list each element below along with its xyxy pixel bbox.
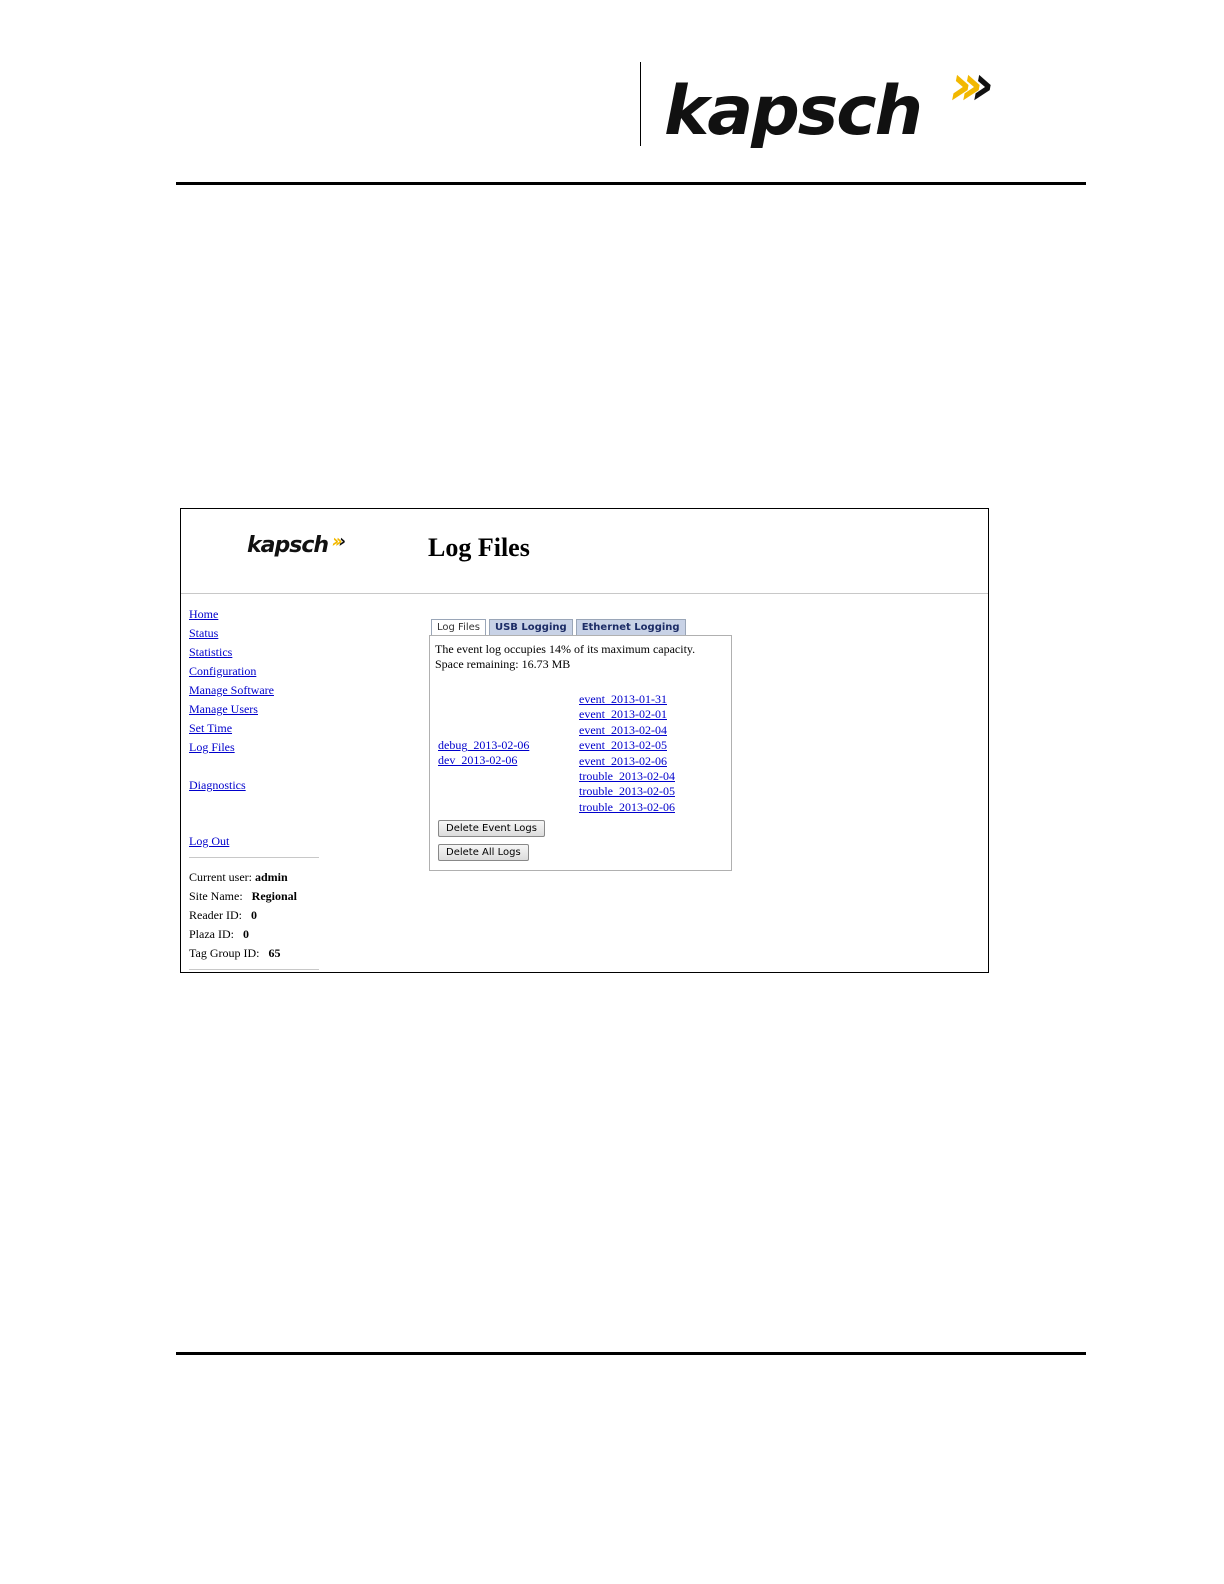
file-link-trouble[interactable]: trouble_2013-02-06 <box>579 799 675 814</box>
nav-link-home[interactable]: Home <box>189 607 219 621</box>
file-link-event[interactable]: event_2013-01-31 <box>579 692 667 706</box>
log-files-screenshot <box>180 508 989 973</box>
info-separator <box>189 969 319 970</box>
session-info: Current user: admin Site Name: Regional Reader ID: 0 Plaza ID: 0 Tag Group ID: 65 <box>189 870 297 960</box>
nav-link-log-out[interactable]: Log Out <box>189 834 230 848</box>
log-tabs <box>431 619 686 636</box>
nav-link-diagnostics[interactable]: Diagnostics <box>189 778 246 792</box>
file-link-event[interactable]: event_2013-02-01 <box>579 707 667 722</box>
log-files-panel <box>429 635 732 871</box>
reader-id-value: 0 <box>250 908 257 922</box>
nav-link-manage-software[interactable]: Manage Software <box>189 683 274 697</box>
file-link-trouble[interactable]: trouble_2013-02-05 <box>579 784 675 799</box>
app-header <box>181 509 988 594</box>
nav-link-statistics[interactable]: Statistics <box>189 645 233 659</box>
tab-ethernet-logging[interactable]: Ethernet Logging <box>576 619 686 636</box>
tab-log-files[interactable]: Log Files <box>431 619 486 636</box>
page-title: Log Files <box>428 533 530 562</box>
file-link-trouble[interactable]: trouble_2013-02-04 <box>579 769 675 784</box>
delete-all-logs-button[interactable]: Delete All Logs <box>438 844 529 861</box>
file-link-event[interactable]: event_2013-02-06 <box>579 753 667 768</box>
space-remaining-text: Space remaining: 16.73 MB <box>435 657 571 671</box>
app-logo-wordmark: kapsch <box>247 533 329 558</box>
kapsch-logo <box>664 53 984 154</box>
nav-link-set-time[interactable]: Set Time <box>189 721 233 735</box>
nav-link-configuration[interactable]: Configuration <box>189 664 257 678</box>
document-header <box>0 0 1224 190</box>
logo-wordmark: kapsch <box>664 72 921 151</box>
file-link-dev[interactable]: dev_2013-02-06 <box>438 753 518 768</box>
header-rule <box>176 182 1086 185</box>
nav-separator <box>189 857 319 858</box>
app-logo-chevrons-icon: ››› <box>332 531 343 552</box>
tag-group-id-value: 65 <box>268 946 281 960</box>
sidebar-nav <box>189 605 324 980</box>
file-link-event[interactable]: event_2013-02-05 <box>579 738 667 753</box>
nav-link-log-files[interactable]: Log Files <box>189 740 235 754</box>
delete-event-logs-button[interactable]: Delete Event Logs <box>438 820 545 837</box>
site-name-value: Regional <box>251 889 297 903</box>
tab-usb-logging[interactable]: USB Logging <box>489 619 573 636</box>
plaza-id-value: 0 <box>242 927 249 941</box>
nav-link-status[interactable]: Status <box>189 626 219 640</box>
capacity-text: The event log occupies 14% of its maximum capacity. <box>435 642 696 656</box>
event-file-list <box>579 692 675 815</box>
nav-link-manage-users[interactable]: Manage Users <box>189 702 258 716</box>
app-logo <box>247 533 342 557</box>
debug-file-list <box>438 738 529 769</box>
file-link-debug[interactable]: debug_2013-02-06 <box>438 738 530 752</box>
footer-rule <box>176 1352 1086 1355</box>
file-link-event[interactable]: event_2013-02-04 <box>579 722 667 737</box>
header-divider <box>640 62 641 146</box>
logo-chevrons-icon: ››› <box>950 53 984 118</box>
current-user-value: admin <box>254 870 288 884</box>
